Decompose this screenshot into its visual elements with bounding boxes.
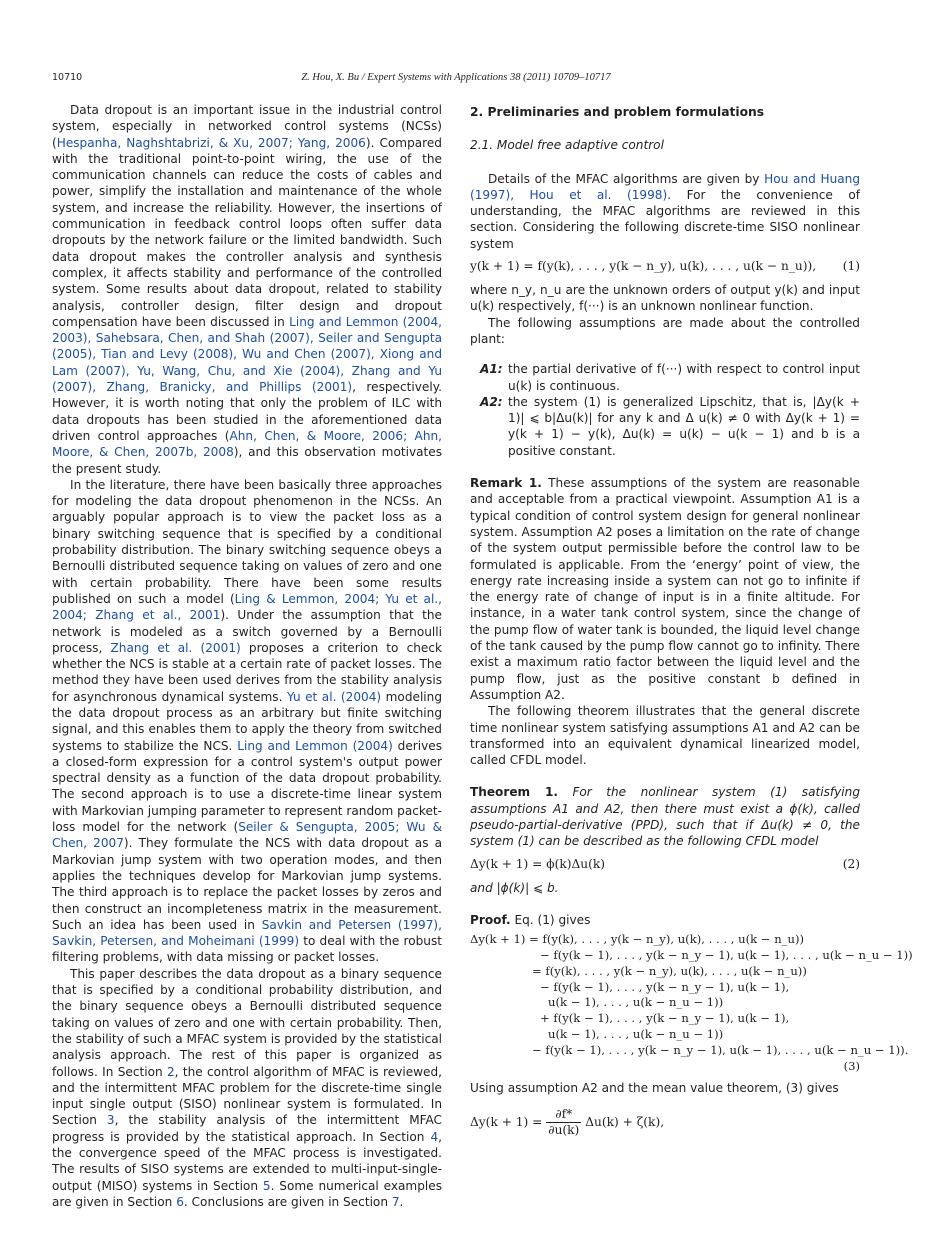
text-run: derives a closed-form expression for a control system's output power spectral density as a function of the data dropout probability. The second approach is to use a discrete-time linear system with Markovian jumping parameter to represent random packet-loss model for the network (: [52, 738, 443, 835]
assumption-a2-text: the system (1) is generalized Lipschitz, that is, |Δy(k + 1)| ⩽ b|Δu(k)| for any k and Δ u(k) ≠ 0 with Δy(k + 1) = y(k + 1) − y(k), Δu(k) = u(k) − u(k − 1) and b is a positive constant.: [508, 394, 860, 458]
text-run: . For the convenience of understanding, the MFAC algorithms are reviewed in this section. Considering the following discrete-time SISO nonlinear system: [470, 187, 861, 251]
citation-link[interactable]: Zhang et al. (2001): [110, 640, 241, 655]
page-number: 10710: [52, 72, 83, 83]
citation-link[interactable]: Ahn, Chen, & Moore, 2006; Ahn, Moore, & Chen, 2007b, 2008: [52, 428, 442, 460]
text-run: ). Compared with the traditional point-to-point wiring, the use of the communication channels can reduce the costs of cables and power, simplify the installation and maintenance of the whole system, and increase the reliability. However, the insertions of communication in feedback control loops often suffer data dropouts by the network failure or the limited bandwidth. Such data dropout makes the controller analysis and synthesis complex, it affects stability and performance of the controlled system. Some results about data dropout, related to stability analysis, controller design, filter design and dropout compensation have been discussed in: [52, 135, 442, 329]
subsection-title: 2.1. Model free adaptive control: [470, 138, 664, 153]
proof-label: Proof.: [470, 912, 511, 927]
equation-3-number: (3): [843, 1058, 860, 1073]
intro-paragraph-3: [52, 966, 442, 1210]
equation-4-rhs: Δu(k) + ζ(k),: [585, 1114, 665, 1129]
citation-link[interactable]: Ling and Lemmon (2004, 2003), Sahebsara, Chen, and Shah (2007), Seiler and Sengupta (2005), Tian and Levy (2008), Wu and Chen (2007), Xiong and Lam (2007), Yu, Wang, Chu, and Xie (2004), Zhang and Yu (2007), Zhang, Branicky, and Phillips (2001): [52, 314, 442, 395]
citation-link[interactable]: Yu et al. (2004): [286, 689, 382, 704]
text-run: proposes a criterion to check whether the NCS is stable at a certain rate of packet losses. The method they have been used derives from the stability analysis for asynchronous dynamical systems.: [52, 640, 443, 704]
section-link[interactable]: 2: [166, 1064, 175, 1079]
mean-value-paragraph: Using assumption A2 and the mean value theorem, (3) gives: [470, 1081, 839, 1096]
section-link[interactable]: 5: [262, 1178, 271, 1193]
proof: [470, 912, 860, 928]
equation-3-line: = f(y(k), . . . , y(k − n_y), u(k), . . . , u(k − n_u)): [532, 963, 807, 978]
equation-3-line: − f(y(k − 1), . . . , y(k − n_y − 1), u(k − 1), . . . , u(k − n_u − 1)): [540, 947, 913, 962]
text-run: .: [399, 1194, 404, 1209]
text-run: , respectively. However, it is worth noting that only the problem of ILC with data dropouts has been studied in the aforementioned data driven control approaches (: [52, 380, 442, 443]
citation-link[interactable]: Hou and Huang (1997), Hou et al. (1998): [470, 171, 860, 202]
running-head: Z. Hou, X. Bu / Expert Systems with Applications 38 (2011) 10709–10717: [301, 72, 611, 83]
equation-2-number: (2): [842, 856, 860, 871]
intro-paragraph-2: [52, 477, 442, 966]
section-link[interactable]: 4: [430, 1129, 439, 1144]
citation-link[interactable]: Ling & Lemmon, 2004; Yu et al., 2004; Zhang et al., 2001: [52, 591, 442, 623]
equation-1-number: (1): [842, 259, 860, 274]
text-run: to deal with the robust filtering problems, with data missing or packet losses.: [52, 934, 442, 965]
section-link[interactable]: 3: [106, 1113, 115, 1128]
theorem-1-label: Theorem 1.: [470, 785, 558, 800]
left-column: [52, 102, 442, 1210]
section-title: 2. Preliminaries and problem formulations: [470, 105, 765, 119]
equation-3-line: − f(y(k − 1), . . . , y(k − n_y − 1), u(k − 1),: [540, 979, 790, 994]
equation-4-fraction: [546, 1107, 581, 1138]
text-run: modeling the data dropout process as an arbitrary but finite switching signal, and this enables them to apply the theory from switched systems to stabilize the NCS.: [52, 689, 442, 753]
assumption-a1-label: A1:: [480, 362, 503, 377]
proof-text: Eq. (1) gives: [510, 912, 591, 927]
equation-3: [470, 932, 913, 1074]
equation-2-body: Δy(k + 1) = ϕ(k)Δu(k): [470, 856, 606, 871]
text-run: , the convergence speed of the MFAC process is investigated. The results of SISO systems are extended to multi-input-single-output (MISO) systems in Section: [52, 1129, 442, 1193]
equation-1: [470, 258, 860, 276]
text-run: Details of the MFAC algorithms are given by: [488, 171, 765, 186]
text-run: This paper describes the data dropout as a binary sequence that is specified by a conditional probability distribution, and the binary sequence obeys a Bernoulli distributed sequence taking on values of zero and one with certain probability. Then, the stability of such a MFAC system is provided by the statistical analysis approach. The rest of this paper is organized as follows. In Section: [52, 966, 442, 1079]
equation-3-line: u(k − 1), . . . , u(k − n_u − 1)): [548, 1026, 724, 1041]
equation-3-line: + f(y(k − 1), . . . , y(k − n_y − 1), u(k − 1),: [540, 1011, 790, 1026]
text-run: Data dropout is an important issue in the industrial control system, especially in networked control systems (NCSs) (: [52, 103, 442, 150]
orders-paragraph: where n_y, n_u are the unknown orders of output y(k) and input u(k) respectively, f(···) is an unknown nonlinear function.: [470, 283, 860, 314]
equation-3-line: u(k − 1), . . . , u(k − n_u − 1)): [548, 995, 724, 1010]
mfac-paragraph: [470, 171, 860, 252]
intro-paragraph-1: [52, 102, 442, 477]
equation-2: [470, 856, 860, 874]
citation-link[interactable]: Ling and Lemmon (2004): [237, 738, 393, 753]
equation-4-denominator: ∂u(k): [548, 1122, 580, 1137]
text-run: In the literature, there have been basically three approaches for modeling the data dropout phenomenon in the NCSs. An arguably popular approach is to view the packet loss as a binary switching sequence that is specified by a conditional probability distribution. The binary switching sequence obeys a Bernoulli distributed sequence taking on values of zero and one with certain probability. There have been some results published on such a model (: [52, 477, 442, 606]
equation-4: [470, 1107, 860, 1138]
assumptions-intro: The following assumptions are made about the controlled plant:: [470, 315, 860, 346]
right-column: [470, 102, 913, 1138]
equation-4-numerator: ∂f*: [546, 1107, 581, 1123]
theorem-intro: The following theorem illustrates that the general discrete time nonlinear system satisfying assumptions A1 and A2 can be transformed into an equivalent dynamical linearized model, called CFDL model.: [470, 704, 860, 768]
text-run: . Some numerical examples are given in Section: [52, 1178, 442, 1209]
remark-1-label: Remark 1.: [470, 476, 542, 491]
text-run: ). They formulate the NCS with data dropout as a Markovian jump system with two operation modes, and then applies the techniques develop for Markovian jump systems. The third approach is to replace the packet losses by zeros and then construct an incompleteness matrix in the measurement. Such an idea has been used in: [52, 836, 442, 932]
citation-link[interactable]: Seiler & Sengupta, 2005; Wu & Chen, 2007: [52, 820, 442, 851]
theorem-1-tail: and |ϕ(k)| ⩽ b.: [470, 880, 559, 895]
page-header: [52, 72, 860, 88]
equation-1-body: y(k + 1) = f(y(k), . . . , y(k − n_y), u(k), . . . , u(k − n_u)),: [470, 259, 817, 274]
remark-1: [470, 475, 860, 703]
text-run: , the control algorithm of MFAC is reviewed, and the intermittent MFAC problem for the discrete-time single input single output (SISO) nonlinear system is formulated. In Section: [52, 1064, 442, 1128]
assumption-a2: [470, 394, 860, 459]
text-run: . Conclusions are given in Section: [183, 1194, 392, 1209]
section-link[interactable]: 6: [176, 1194, 184, 1209]
equation-4-lhs: Δy(k + 1) =: [470, 1114, 543, 1129]
remark-1-text: These assumptions of the system are reasonable and acceptable from a practical viewpoint. Assumption A1 is a typical condition of control system design for general nonlinear system. Assumption A2 poses a limitation on the rate of change of the system output permissible before the control law to be formulated is applicable. From the ‘energy’ point of view, the energy rate increasing inside a system can not go to infinite if the energy rate of change of input is in a finite altitude. For instance, in a water tank control system, since the change of the pump flow of water tank is bounded, the liquid level change of the tank caused by the pump flow cannot go to infinity. There exist a maximum ratio factor between the liquid level and the pump flow, just as the positive constant b defined in Assumption A2.: [470, 476, 860, 702]
assumption-a1-text: the partial derivative of f(···) with respect to control input u(k) is continuous.: [508, 362, 860, 393]
text-run: ). Under the assumption that the network is modeled as a switch governed by a Bernoulli process,: [52, 608, 442, 655]
citation-link[interactable]: Savkin and Petersen (1997), Savkin, Petersen, and Moheimani (1999): [52, 917, 442, 949]
theorem-1: [470, 784, 860, 849]
text-run: , the stability analysis of the intermittent MFAC progress is provided by the statistical approach. In Section: [52, 1113, 442, 1144]
section-link[interactable]: 7: [391, 1194, 400, 1209]
text-run: ), and this observation motivates the present study.: [52, 445, 442, 476]
equation-3-line: − f(y(k − 1), . . . , y(k − n_y − 1), u(k − 1), . . . , u(k − n_u − 1)).: [532, 1042, 909, 1057]
assumption-a2-label: A2:: [480, 394, 503, 409]
assumption-a1: [470, 361, 860, 394]
theorem-1-text: For the nonlinear system (1) satisfying assumptions A1 and A2, then there must exist a ϕ(k), called pseudo-partial-derivative (PPD), such that if Δu(k) ≠ 0, the system (1) can be described as the following CFDL model: [470, 785, 860, 849]
equation-3-line: Δy(k + 1) = f(y(k), . . . , y(k − n_y), u(k), . . . , u(k − n_u)): [470, 932, 804, 947]
citation-link[interactable]: Hespanha, Naghshtabrizi, & Xu, 2007; Yang, 2006: [56, 135, 366, 150]
